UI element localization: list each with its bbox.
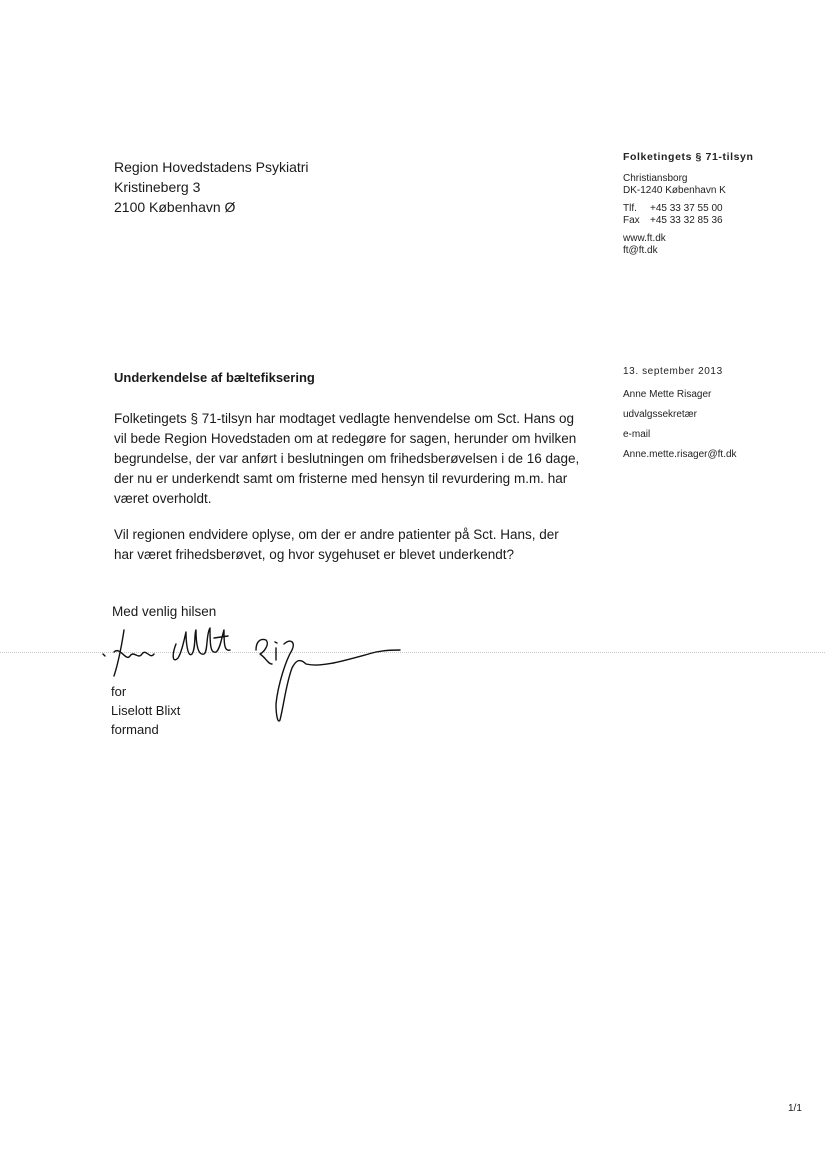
recipient-name: Region Hovedstadens Psykiatri (114, 159, 309, 175)
sender-address (623, 173, 754, 197)
closing-greeting: Med venlig hilsen (112, 604, 217, 619)
recipient-street: Kristineberg 3 (114, 179, 201, 195)
letter-body (114, 409, 594, 581)
fax-label: Fax (623, 215, 640, 226)
body-line: har været frihedsberøvet, og hvor sygehuset er blevet underkendt? (114, 547, 514, 562)
body-line: været overholdt. (114, 491, 212, 506)
signer-name: Liselott Blixt (111, 703, 181, 718)
signer-for: for (111, 684, 127, 699)
sender-letterhead (623, 151, 754, 257)
recipient-city: 2100 København Ø (114, 199, 236, 215)
sender-email: ft@ft.dk (623, 245, 658, 256)
letter-meta (623, 365, 737, 468)
signer-block (111, 682, 180, 739)
contact-email-label: e-mail (623, 429, 651, 440)
sender-org: Folketingets § 71-tilsyn (623, 151, 754, 163)
sender-fax-row (623, 215, 754, 227)
page-number: 1/1 (788, 1103, 802, 1114)
signer-role: formand (111, 722, 159, 737)
contact-email: Anne.mette.risager@ft.dk (623, 449, 737, 460)
body-paragraph-2 (114, 525, 594, 565)
letter-subject: Underkendelse af bæltefiksering (114, 370, 315, 385)
contact-name: Anne Mette Risager (623, 389, 712, 400)
body-line: begrundelse, der var anført i beslutningen om frihedsberøvelsen i de 16 dage, (114, 451, 580, 466)
contact-title: udvalgssekretær (623, 409, 697, 420)
letter-date: 13. september 2013 (623, 366, 723, 377)
body-line: Folketingets § 71-tilsyn har modtaget vedlagte henvendelse om Sct. Hans og (114, 411, 575, 426)
body-paragraph-1 (114, 409, 594, 509)
body-line: der nu er underkendt samt om fristerne med hensyn til revurdering m.m. har (114, 471, 568, 486)
sender-address-line1: Christiansborg (623, 173, 688, 184)
body-line: Vil regionen endvidere oplyse, om der er andre patienter på Sct. Hans, der (114, 527, 559, 542)
sender-address-line2: DK-1240 København K (623, 185, 726, 196)
body-line: vil bede Region Hovedstaden om at redegøre for sagen, herunder om hvilken (114, 431, 577, 446)
phone-label: Tlf. (623, 203, 637, 214)
sender-contact (623, 203, 754, 227)
sender-website: www.ft.dk (623, 233, 666, 244)
fax-number: +45 33 32 85 36 (650, 215, 723, 226)
sender-phone-row (623, 203, 754, 215)
phone-number: +45 33 37 55 00 (650, 203, 723, 214)
sender-web (623, 233, 754, 257)
recipient-address (114, 157, 309, 217)
